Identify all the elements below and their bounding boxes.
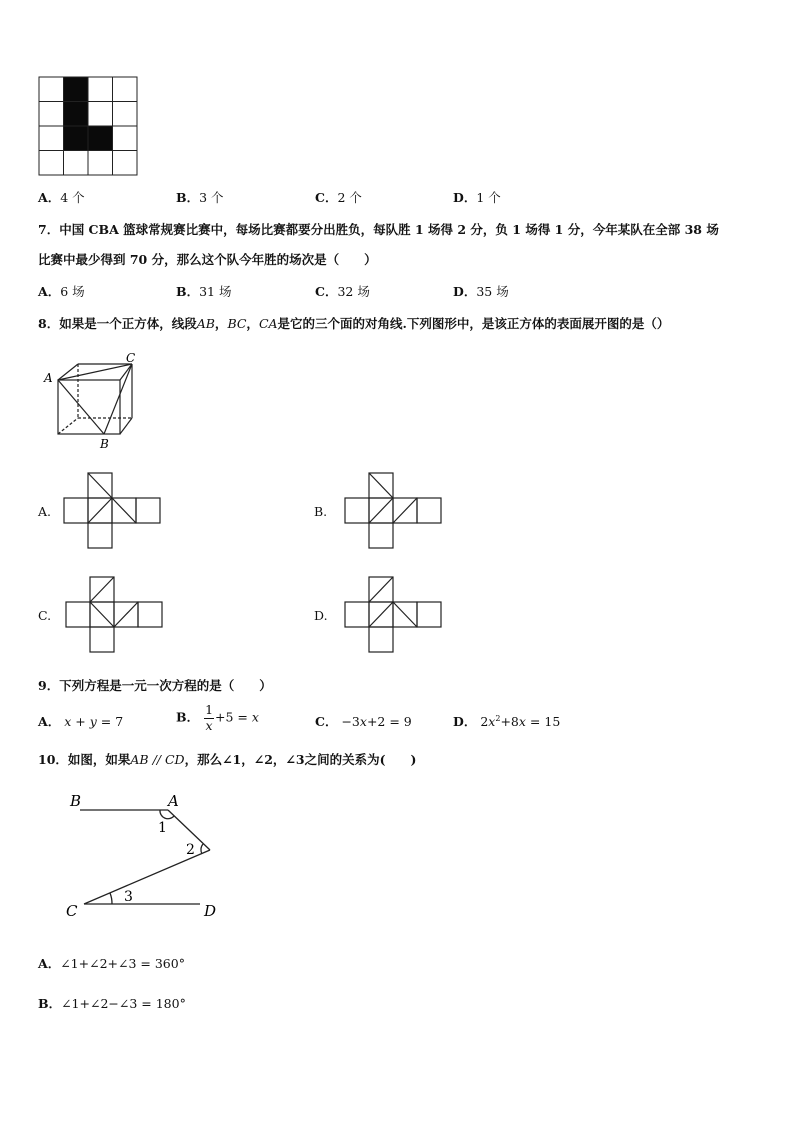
cube-label-a: A <box>44 371 53 385</box>
option-text: 6 场 <box>60 284 85 299</box>
grid-cell <box>39 77 64 102</box>
grid-cell <box>113 77 138 102</box>
q7-option-a[interactable] <box>38 282 85 300</box>
option-text: 2 个 <box>337 190 362 205</box>
q8-stem-pre: 8．如果是一个正方体，线段 <box>38 316 197 331</box>
math-y: y <box>89 714 97 729</box>
q8-option-a-label: A. <box>38 504 52 519</box>
math-text: −3 <box>341 714 360 729</box>
math-x: x <box>64 714 72 729</box>
grid-cell <box>113 126 138 151</box>
math-text: +5 = <box>215 709 248 725</box>
q9-option-a[interactable] <box>38 712 123 730</box>
fig-angle-1: 1 <box>158 820 167 836</box>
q8-sep: ， <box>214 316 228 331</box>
option-text: ∠1+∠2+∠3 = 360° <box>60 956 185 971</box>
q10-stem-pre: 10．如图，如果 <box>38 752 131 767</box>
q9-stem: 9．下列方程是一元一次方程的是（ ） <box>38 678 272 693</box>
math-op: + <box>75 714 86 729</box>
q9-option-b[interactable] <box>176 704 259 732</box>
math-op: = <box>100 714 112 729</box>
fig-label-b: B <box>70 792 82 810</box>
fraction-numerator: 1 <box>205 702 214 717</box>
segment-ca: CA <box>258 316 278 331</box>
math-number: 2 <box>480 714 489 729</box>
net-b-figure[interactable] <box>343 472 443 550</box>
grid-cell <box>88 151 113 176</box>
net-c-figure[interactable] <box>64 576 164 654</box>
option-letter: B． <box>38 996 62 1011</box>
q10-stem <box>38 750 416 768</box>
option-letter: A． <box>38 956 61 971</box>
option-text: 32 场 <box>337 284 370 299</box>
q7-stem-line1: 7．中国 CBA 篮球常规赛比赛中，每场比赛都要分出胜负，每队胜 1 场得 2 分，负 1 场得 1 分，今年某队在全部 38 场 <box>38 222 719 237</box>
math-x: x <box>488 714 496 729</box>
q9-option-d[interactable] <box>453 712 560 730</box>
option-letter: B． <box>176 284 200 299</box>
segment-ab: AB <box>196 316 215 331</box>
q8-option-c-label: C. <box>38 608 52 623</box>
q8-stem-post: 是它的三个面的对角线.下列图形中，是该正方体的表面展开图的是（） <box>277 316 670 331</box>
fig-angle-3: 3 <box>124 889 133 905</box>
option-letter: B． <box>176 190 200 205</box>
option-letter: A． <box>38 714 61 729</box>
fig-label-d: D <box>204 902 217 920</box>
grid-cell-filled <box>64 102 89 127</box>
q6-option-b[interactable] <box>176 188 224 206</box>
grid-cell <box>64 151 89 176</box>
fraction <box>204 704 214 732</box>
grid-cell-filled <box>64 126 89 151</box>
grid-cell <box>39 126 64 151</box>
net-a-figure[interactable] <box>62 472 162 550</box>
q6-option-c[interactable] <box>315 188 362 206</box>
cube-label-c: C <box>126 352 136 365</box>
grid-cell <box>88 77 113 102</box>
q9-option-c[interactable] <box>315 712 412 730</box>
grid-cell <box>39 102 64 127</box>
math-x: x <box>518 714 526 729</box>
cube-label-b: B <box>100 437 109 451</box>
q8-sep: ， <box>246 316 259 331</box>
fraction-denominator: x <box>205 717 213 733</box>
option-text: 35 场 <box>476 284 509 299</box>
net-d-figure[interactable] <box>343 576 443 654</box>
segment-bc: BC <box>227 316 247 331</box>
math-number: 7 <box>115 714 124 729</box>
parallel-lines-figure <box>60 786 230 926</box>
grid-cell-filled <box>88 126 113 151</box>
option-text: 31 场 <box>199 284 232 299</box>
option-text: 1 个 <box>476 190 501 205</box>
q7-option-c[interactable] <box>315 282 370 300</box>
option-letter: D． <box>453 284 477 299</box>
grid-cell <box>88 102 113 127</box>
math-exponent: 2 <box>495 713 501 723</box>
q7-stem-line2: 比赛中最少得到 70 分，那么这个队今年胜的场次是（ ） <box>38 252 377 267</box>
option-letter: C． <box>315 714 338 729</box>
q10-option-a[interactable] <box>38 954 185 972</box>
option-letter: C． <box>315 190 338 205</box>
grid-cell <box>113 102 138 127</box>
q10-stem-post: ，那么∠1，∠2，∠3之间的关系为( ) <box>184 752 417 767</box>
option-letter: A． <box>38 190 61 205</box>
math-x: x <box>359 714 367 729</box>
grid-figure <box>38 76 138 176</box>
q8-option-d-label: D. <box>314 608 328 623</box>
grid-cell <box>39 151 64 176</box>
math-text: +2 = 9 <box>366 714 412 729</box>
q7-option-d[interactable] <box>453 282 509 300</box>
cube-figure <box>38 352 148 452</box>
fig-label-c: C <box>66 902 78 920</box>
q7-option-b[interactable] <box>176 282 231 300</box>
option-letter: C． <box>315 284 338 299</box>
option-text: 4 个 <box>60 190 85 205</box>
math-x: x <box>251 709 259 725</box>
option-letter: A． <box>38 284 61 299</box>
option-text: ∠1+∠2−∠3 = 180° <box>61 996 186 1011</box>
fig-label-a: A <box>168 792 179 810</box>
fig-angle-2: 2 <box>186 842 195 858</box>
option-letter: D． <box>453 714 477 729</box>
option-letter: B． <box>176 709 200 725</box>
q6-option-a[interactable] <box>38 188 85 206</box>
grid-cell <box>113 151 138 176</box>
math-text: = 15 <box>529 714 561 729</box>
q10-option-b[interactable] <box>38 994 186 1012</box>
q8-option-b-label: B. <box>314 504 328 519</box>
grid-cell-filled <box>64 77 89 102</box>
math-text: +8 <box>500 714 519 729</box>
parallel-relation: AB // CD <box>130 752 185 767</box>
option-letter: D． <box>453 190 477 205</box>
option-text: 3 个 <box>199 190 224 205</box>
q8-stem <box>38 314 669 332</box>
q6-option-d[interactable] <box>453 188 501 206</box>
